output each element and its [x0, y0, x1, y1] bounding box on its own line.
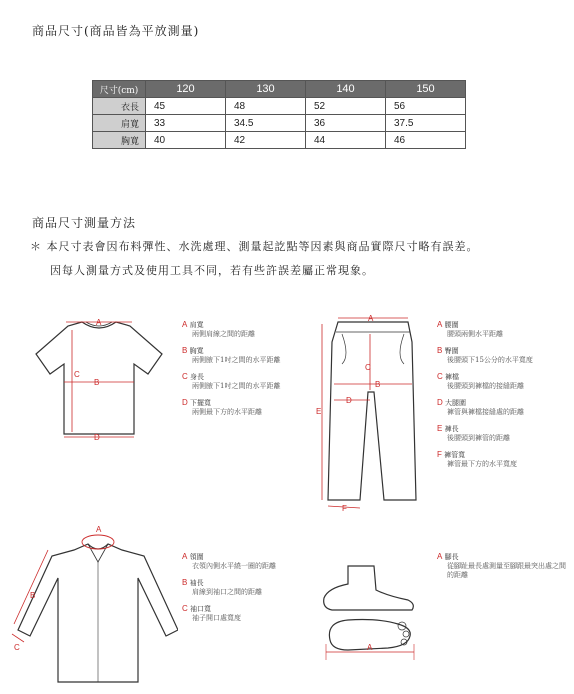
size-heading: 商品尺寸(商品皆為平放測量)	[32, 24, 200, 38]
legend-item	[182, 372, 312, 391]
legend-name: 胸寬	[189, 347, 204, 355]
legend-key: D	[437, 398, 443, 407]
legend-name: 肩寬	[189, 321, 204, 329]
legend-name: 臀圍	[444, 347, 459, 355]
legend-name: 腳長	[444, 553, 459, 561]
shirt-label-a: A	[96, 525, 102, 534]
legend-name: 袖長	[189, 579, 204, 587]
legend-desc: 兩側腋下1吋之間的水平距離	[192, 382, 281, 390]
method-heading: 商品尺寸測量方法	[32, 216, 137, 230]
legend-desc: 兩側肩線之間的距離	[192, 330, 255, 338]
legend-item	[437, 424, 572, 443]
legend-name: 腰圍	[444, 321, 459, 329]
legend-name: 大腿圍	[445, 399, 467, 407]
tshirt-label-c: C	[74, 370, 80, 379]
pants-label-f: F	[342, 504, 347, 512]
row-label: 衣長	[93, 98, 146, 115]
legend-key: A	[182, 552, 188, 561]
legend-desc: 褲管與褲檔接縫處的距離	[447, 408, 524, 416]
cell: 52	[306, 98, 386, 115]
tshirt-legend	[182, 320, 312, 424]
legend-desc: 後腰頭到褲檔的接縫距離	[447, 382, 524, 390]
legend-desc: 後腰頭下15公分的水平寬度	[447, 356, 533, 364]
legend-key: C	[182, 372, 188, 381]
pants-legend	[437, 320, 572, 476]
legend-item	[437, 398, 572, 417]
cell: 42	[226, 132, 306, 149]
size-col: 150	[386, 81, 466, 98]
cell: 44	[306, 132, 386, 149]
tshirt-label-a: A	[96, 318, 102, 327]
legend-name: 身長	[190, 373, 205, 381]
legend-name: 褲長	[444, 425, 459, 433]
row-label: 肩寬	[93, 115, 146, 132]
legend-key: E	[437, 424, 443, 433]
cell: 56	[386, 98, 466, 115]
size-table	[92, 80, 466, 149]
legend-key: D	[182, 398, 188, 407]
table-row	[93, 115, 466, 132]
note-1: ＊ 本尺寸表會因布料彈性、水洗處理、測量起訖點等因素與商品實際尺寸略有誤差。	[30, 240, 479, 253]
legend-desc: 袖子開口處寬度	[192, 614, 241, 622]
tshirt-label-b: B	[94, 378, 100, 387]
legend-key: B	[182, 346, 188, 355]
legend-desc: 肩線到袖口之間的距離	[192, 588, 262, 596]
legend-key: B	[437, 346, 443, 355]
tshirt-label-d: D	[94, 433, 100, 442]
pants-label-c: C	[365, 363, 371, 372]
cell: 37.5	[386, 115, 466, 132]
cell: 46	[386, 132, 466, 149]
cell: 45	[146, 98, 226, 115]
size-col: 140	[306, 81, 386, 98]
pants-label-b: B	[375, 380, 381, 389]
foot-diagram	[318, 560, 418, 670]
shirt-label-c: C	[14, 643, 20, 652]
cell: 36	[306, 115, 386, 132]
legend-desc: 褲管最下方的水平寬度	[447, 460, 517, 468]
pants-label-d: D	[346, 396, 352, 405]
legend-item	[437, 346, 572, 365]
pants-label-a: A	[368, 314, 374, 323]
legend-desc: 腰頭兩側水平距離	[447, 330, 503, 338]
legend-key: A	[437, 552, 443, 561]
shirt-legend	[182, 552, 317, 630]
legend-key: A	[437, 320, 443, 329]
size-col: 130	[226, 81, 306, 98]
legend-name: 下擺寬	[190, 399, 212, 407]
cell: 48	[226, 98, 306, 115]
legend-item	[182, 552, 317, 571]
size-table-corner: 尺寸(cm)	[93, 81, 146, 98]
legend-item	[182, 320, 312, 339]
foot-label-a: A	[367, 643, 373, 652]
legend-item	[182, 578, 317, 597]
legend-key: B	[182, 578, 188, 587]
legend-item	[437, 450, 572, 469]
pants-diagram	[312, 312, 432, 512]
shirt-diagram	[8, 520, 178, 690]
cell: 40	[146, 132, 226, 149]
table-row	[93, 98, 466, 115]
tshirt-diagram	[30, 312, 170, 442]
legend-key: F	[437, 450, 442, 459]
legend-item	[437, 552, 567, 580]
shirt-label-b: B	[30, 591, 36, 600]
legend-item	[182, 346, 312, 365]
cell: 33	[146, 115, 226, 132]
table-row	[93, 132, 466, 149]
legend-item	[182, 398, 312, 417]
legend-key: C	[182, 604, 188, 613]
foot-legend	[437, 552, 567, 587]
legend-name: 袖口寬	[190, 605, 212, 613]
size-col: 120	[146, 81, 226, 98]
legend-item	[182, 604, 317, 623]
legend-desc: 衣領內側水平繞一圈的距離	[192, 562, 276, 570]
row-label: 胸寬	[93, 132, 146, 149]
size-header-row	[93, 81, 466, 98]
legend-name: 褲檔	[445, 373, 460, 381]
legend-item	[437, 372, 572, 391]
legend-desc: 從腳趾最長處測量至腳跟最突出處之間的距離	[447, 562, 566, 579]
legend-name: 褲管寬	[444, 451, 466, 459]
pants-label-e: E	[316, 407, 322, 416]
legend-key: C	[437, 372, 443, 381]
legend-desc: 兩側最下方的水平距離	[192, 408, 262, 416]
note-2: 因每人測量方式及使用工具不同，若有些許誤差屬正常現象。	[50, 264, 374, 277]
legend-key: A	[182, 320, 188, 329]
legend-name: 領圍	[189, 553, 204, 561]
legend-desc: 後腰頭到褲管的距離	[447, 434, 510, 442]
cell: 34.5	[226, 115, 306, 132]
legend-desc: 兩側腋下1吋之間的水平距離	[192, 356, 281, 364]
legend-item	[437, 320, 572, 339]
